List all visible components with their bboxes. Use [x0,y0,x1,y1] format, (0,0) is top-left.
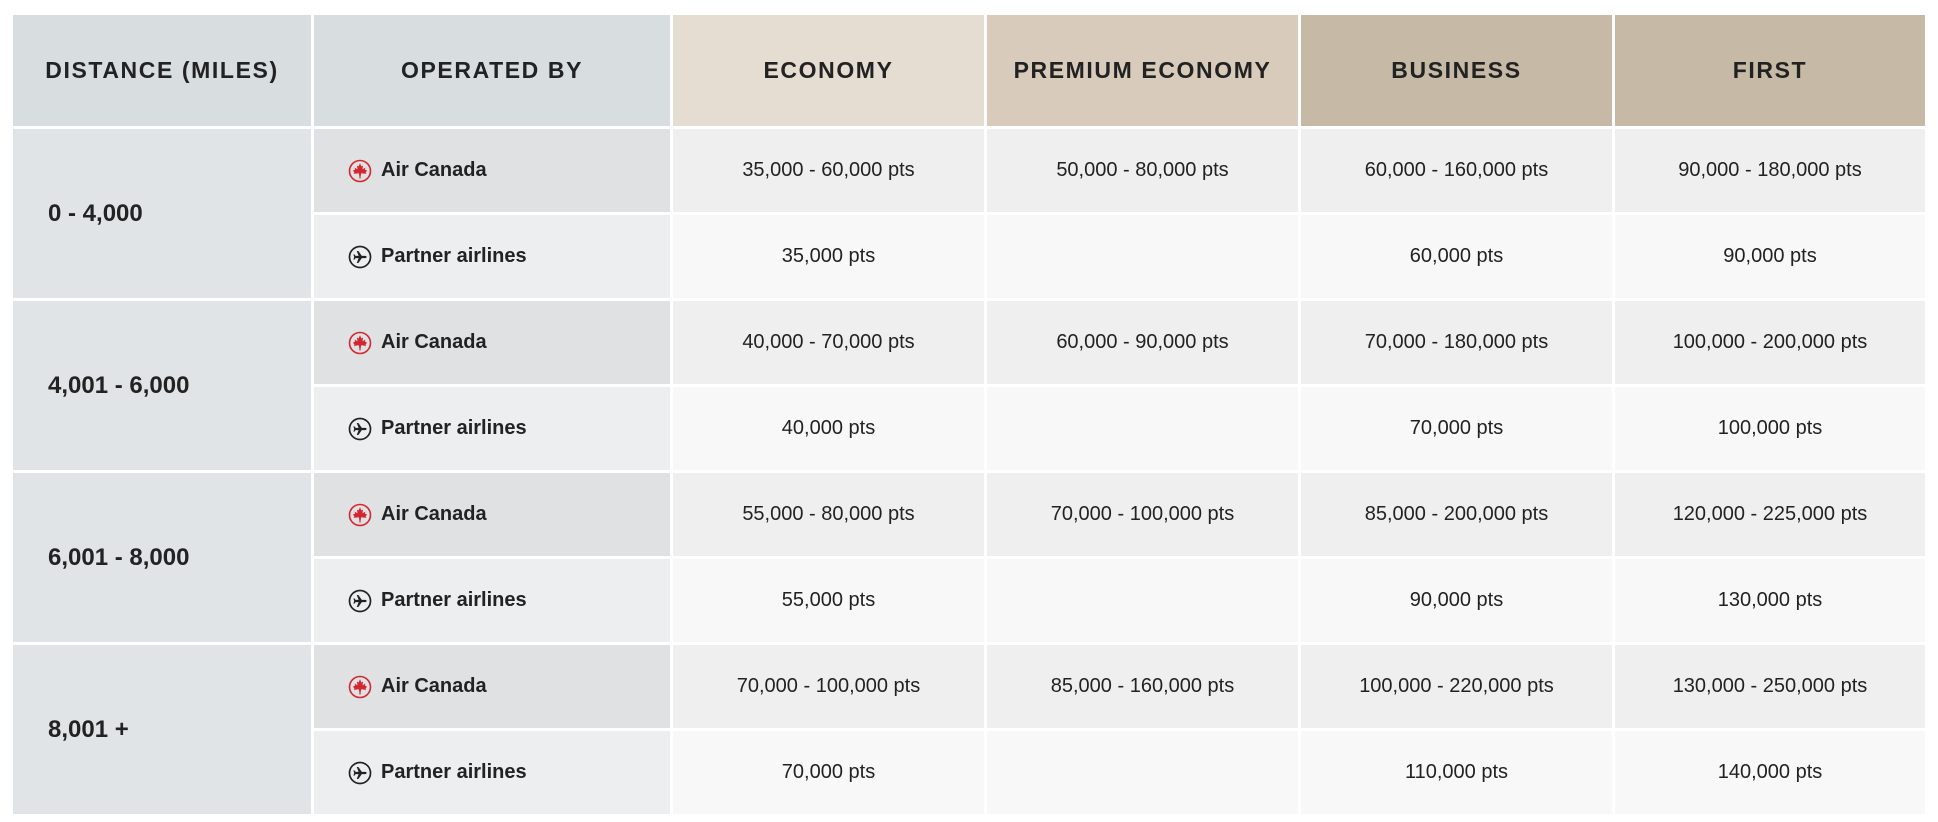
first-cell: 130,000 - 250,000 pts [1614,644,1927,730]
operator-cell-partner [313,386,672,472]
header-row [12,14,1927,128]
premium-economy-cell [986,558,1300,644]
premium-economy-cell [986,730,1300,816]
business-cell: 60,000 - 160,000 pts [1300,128,1614,214]
business-cell: 100,000 - 220,000 pts [1300,644,1614,730]
operator-cell-partner [313,558,672,644]
distance-cell: 6,001 - 8,000 [12,472,313,644]
header-economy: ECONOMY [672,14,986,128]
table-row-air-canada [12,644,1927,730]
economy-cell: 55,000 - 80,000 pts [672,472,986,558]
economy-cell: 35,000 pts [672,214,986,300]
economy-cell: 70,000 - 100,000 pts [672,644,986,730]
operator-label: Partner airlines [381,589,527,611]
maple-leaf-icon [348,503,372,527]
header-first: FIRST [1614,14,1927,128]
operator-label: Partner airlines [381,245,527,267]
operator-cell-air-canada [313,128,672,214]
table-body [12,128,1927,816]
distance-cell: 8,001 + [12,644,313,816]
operator-label: Air Canada [381,675,487,697]
business-cell: 70,000 - 180,000 pts [1300,300,1614,386]
table-row-air-canada [12,300,1927,386]
economy-cell: 40,000 pts [672,386,986,472]
business-cell: 70,000 pts [1300,386,1614,472]
operator-label: Partner airlines [381,761,527,783]
distance-cell: 4,001 - 6,000 [12,300,313,472]
premium-economy-cell [986,214,1300,300]
operator-cell-air-canada [313,300,672,386]
first-cell: 100,000 pts [1614,386,1927,472]
operator-label: Partner airlines [381,417,527,439]
premium-economy-cell: 50,000 - 80,000 pts [986,128,1300,214]
operator-label: Air Canada [381,331,487,353]
maple-leaf-icon [348,159,372,183]
airplane-icon [348,589,372,613]
first-cell: 120,000 - 225,000 pts [1614,472,1927,558]
table-row-air-canada [12,472,1927,558]
award-chart-table [10,12,1928,817]
airplane-icon [348,761,372,785]
operator-cell-partner [313,730,672,816]
business-cell: 60,000 pts [1300,214,1614,300]
header-operated-by: OPERATED BY [313,14,672,128]
economy-cell: 55,000 pts [672,558,986,644]
airplane-icon [348,245,372,269]
header-business: BUSINESS [1300,14,1614,128]
first-cell: 130,000 pts [1614,558,1927,644]
economy-cell: 40,000 - 70,000 pts [672,300,986,386]
first-cell: 100,000 - 200,000 pts [1614,300,1927,386]
airplane-icon [348,417,372,441]
table-row-air-canada [12,128,1927,214]
operator-cell-air-canada [313,472,672,558]
operator-label: Air Canada [381,503,487,525]
economy-cell: 35,000 - 60,000 pts [672,128,986,214]
premium-economy-cell: 85,000 - 160,000 pts [986,644,1300,730]
premium-economy-cell [986,386,1300,472]
header-premium-economy: PREMIUM ECONOMY [986,14,1300,128]
operator-label: Air Canada [381,159,487,181]
business-cell: 90,000 pts [1300,558,1614,644]
premium-economy-cell: 70,000 - 100,000 pts [986,472,1300,558]
distance-cell: 0 - 4,000 [12,128,313,300]
premium-economy-cell: 60,000 - 90,000 pts [986,300,1300,386]
business-cell: 110,000 pts [1300,730,1614,816]
table-header [12,14,1927,128]
economy-cell: 70,000 pts [672,730,986,816]
award-chart [10,12,1925,817]
operator-cell-partner [313,214,672,300]
header-distance: DISTANCE (MILES) [12,14,313,128]
operator-cell-air-canada [313,644,672,730]
business-cell: 85,000 - 200,000 pts [1300,472,1614,558]
first-cell: 90,000 pts [1614,214,1927,300]
maple-leaf-icon [348,675,372,699]
first-cell: 140,000 pts [1614,730,1927,816]
maple-leaf-icon [348,331,372,355]
first-cell: 90,000 - 180,000 pts [1614,128,1927,214]
